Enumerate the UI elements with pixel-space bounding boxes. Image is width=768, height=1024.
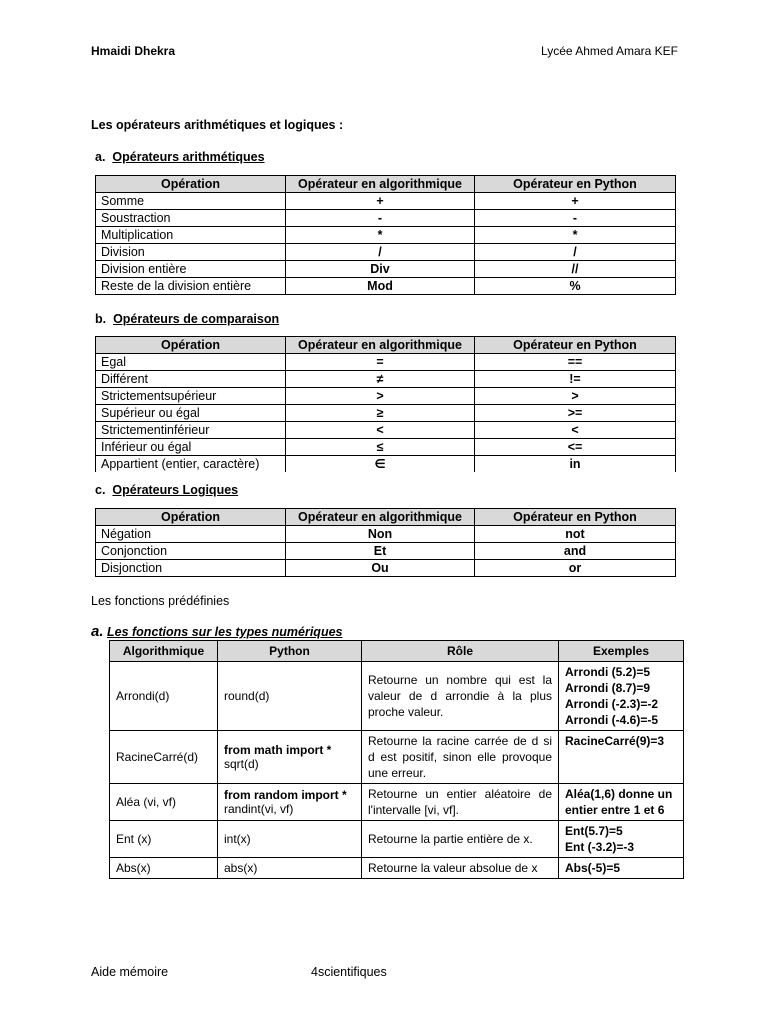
cell-role: Retourne la partie entière de x. (362, 821, 559, 858)
cell-algo: - (286, 210, 475, 227)
comp-body (96, 354, 676, 473)
cell-algo: Div (286, 261, 475, 278)
table-row (96, 354, 676, 371)
cell-operation: Appartient (entier, caractère) (96, 456, 286, 473)
col-python: Opérateur en Python (475, 509, 676, 526)
cell-python: < (475, 422, 676, 439)
cell-exemples (559, 858, 684, 879)
numeric-functions-table (109, 640, 684, 879)
cell-python (218, 821, 362, 858)
cell-algorithmique: Ent (x) (110, 821, 218, 858)
table-row (96, 210, 676, 227)
cell-algo: + (286, 193, 475, 210)
footer-left: Aide mémoire (91, 965, 169, 979)
page-title: Les opérateurs arithmétiques et logiques : (91, 118, 344, 132)
cell-exemples (559, 821, 684, 858)
cell-role: Retourne un nombre qui est la valeur de d arrondie à la plus proche valeur. (362, 662, 559, 731)
cell-operation: Egal (96, 354, 286, 371)
col-algo: Opérateur en algorithmique (286, 176, 475, 193)
cell-operation: Strictementsupérieur (96, 388, 286, 405)
example-line: Arrondi (8.7)=9 (565, 681, 651, 695)
header-author: Hmaidi Dhekra (91, 44, 176, 58)
cell-operation: Division entière (96, 261, 286, 278)
table-row (96, 227, 676, 244)
comp-table (95, 336, 676, 472)
example-line: Arrondi (5.2)=5 (565, 665, 651, 679)
numeric-body (110, 662, 684, 879)
cell-python: // (475, 261, 676, 278)
logic-body (96, 526, 676, 577)
cell-operation: Inférieur ou égal (96, 439, 286, 456)
example-line: Abs(-5)=5 (565, 861, 621, 875)
cell-algo: ≤ (286, 439, 475, 456)
cell-algo: ≠ (286, 371, 475, 388)
cell-algorithmique: Arrondi(d) (110, 662, 218, 731)
col-python: Opérateur en Python (475, 337, 676, 354)
col-python: Python (218, 641, 362, 662)
python-function: randint(vi, vf) (224, 802, 294, 816)
example-line: Arrondi (-4.6)=-5 (565, 713, 659, 727)
cell-role: Retourne la valeur absolue de x (362, 858, 559, 879)
cell-algorithmique: Aléa (vi, vf) (110, 784, 218, 821)
cell-operation: Multiplication (96, 227, 286, 244)
col-algo: Opérateur en algorithmique (286, 509, 475, 526)
cell-role: Retourne la racine carrée de d si d est positif, sinon elle provoque une erreur. (362, 731, 559, 784)
section-num-title (91, 623, 342, 640)
example-line: Ent(5.7)=5 (565, 824, 623, 838)
table-row (96, 543, 676, 560)
table-row (96, 422, 676, 439)
example-line: Aléa(1,6) donne un entier entre 1 et 6 (565, 787, 673, 817)
section-name: Les fonctions sur les types numériques (107, 625, 343, 639)
table-row (96, 371, 676, 388)
cell-operation: Différent (96, 371, 286, 388)
table-row (96, 261, 676, 278)
col-exemples: Exemples (559, 641, 684, 662)
header-school: Lycée Ahmed Amara KEF (541, 44, 678, 58)
cell-python: - (475, 210, 676, 227)
cell-operation: Conjonction (96, 543, 286, 560)
cell-python: >= (475, 405, 676, 422)
cell-algo: = (286, 354, 475, 371)
cell-python (218, 731, 362, 784)
table-row (110, 662, 684, 731)
table-row (96, 439, 676, 456)
table-row (96, 193, 676, 210)
cell-python: % (475, 278, 676, 295)
cell-algo: ∈ (286, 456, 475, 473)
cell-python (218, 858, 362, 879)
table-row (110, 858, 684, 879)
cell-algo: Et (286, 543, 475, 560)
cell-python: != (475, 371, 676, 388)
example-line: Arrondi (-2.3)=-2 (565, 697, 659, 711)
section-name: Opérateurs de comparaison (113, 312, 280, 326)
cell-exemples (559, 784, 684, 821)
cell-python: == (475, 354, 676, 371)
cell-operation: Strictementinférieur (96, 422, 286, 439)
col-role: Rôle (362, 641, 559, 662)
table-row (110, 731, 684, 784)
cell-python (218, 662, 362, 731)
cell-operation: Soustraction (96, 210, 286, 227)
cell-algo: Ou (286, 560, 475, 577)
table-row (110, 784, 684, 821)
cell-python: or (475, 560, 676, 577)
cell-algo: Mod (286, 278, 475, 295)
arith-body (96, 193, 676, 295)
cell-python: in (475, 456, 676, 473)
cell-role: Retourne un entier aléatoire de l'intervalle [vi, vf]. (362, 784, 559, 821)
section-name: Opérateurs Logiques (112, 483, 239, 497)
cell-exemples (559, 731, 684, 784)
python-import: from random import * (224, 788, 347, 802)
table-row (96, 560, 676, 577)
cell-algo: ≥ (286, 405, 475, 422)
col-python: Opérateur en Python (475, 176, 676, 193)
section-letter: a. (91, 623, 104, 640)
arith-table (95, 175, 676, 295)
col-operation: Opération (96, 176, 286, 193)
cell-python: > (475, 388, 676, 405)
example-line: Ent (-3.2)=-3 (565, 840, 635, 854)
cell-algo: / (286, 244, 475, 261)
cell-algo: Non (286, 526, 475, 543)
cell-algo: > (286, 388, 475, 405)
python-function: int(x) (224, 832, 251, 846)
section-comp-title (95, 312, 279, 326)
table-row (96, 405, 676, 422)
cell-operation: Reste de la division entière (96, 278, 286, 295)
cell-python: <= (475, 439, 676, 456)
cell-algorithmique: Abs(x) (110, 858, 218, 879)
cell-python: * (475, 227, 676, 244)
cell-python: / (475, 244, 676, 261)
table-row (96, 244, 676, 261)
section-letter: b. (95, 312, 107, 326)
section-letter: a. (95, 150, 106, 164)
cell-algorithmique: RacineCarré(d) (110, 731, 218, 784)
table-row (96, 388, 676, 405)
cell-operation: Supérieur ou égal (96, 405, 286, 422)
cell-algo: * (286, 227, 475, 244)
cell-python: and (475, 543, 676, 560)
col-algo: Opérateur en algorithmique (286, 337, 475, 354)
python-function: round(d) (224, 689, 270, 703)
section-logic-title (95, 483, 238, 497)
col-operation: Opération (96, 509, 286, 526)
table-row (96, 526, 676, 543)
section-name: Opérateurs arithmétiques (112, 150, 265, 164)
cell-algo: < (286, 422, 475, 439)
cell-python: + (475, 193, 676, 210)
section-letter: c. (95, 483, 106, 497)
table-row (110, 821, 684, 858)
section-arith-title (95, 150, 265, 164)
col-operation: Opération (96, 337, 286, 354)
cell-exemples (559, 662, 684, 731)
example-line: RacineCarré(9)=3 (565, 734, 665, 748)
logic-table (95, 508, 676, 577)
python-function: abs(x) (224, 861, 258, 875)
python-import: from math import * (224, 743, 332, 757)
cell-python (218, 784, 362, 821)
cell-python: not (475, 526, 676, 543)
table-row (96, 278, 676, 295)
cell-operation: Division (96, 244, 286, 261)
fonctions-title: Les fonctions prédéfinies (91, 594, 230, 608)
cell-operation: Négation (96, 526, 286, 543)
cell-operation: Somme (96, 193, 286, 210)
col-algorithmique: Algorithmique (110, 641, 218, 662)
cell-operation: Disjonction (96, 560, 286, 577)
table-row (96, 456, 676, 473)
footer-right: 4scientifiques (311, 965, 387, 979)
python-function: sqrt(d) (224, 757, 259, 771)
